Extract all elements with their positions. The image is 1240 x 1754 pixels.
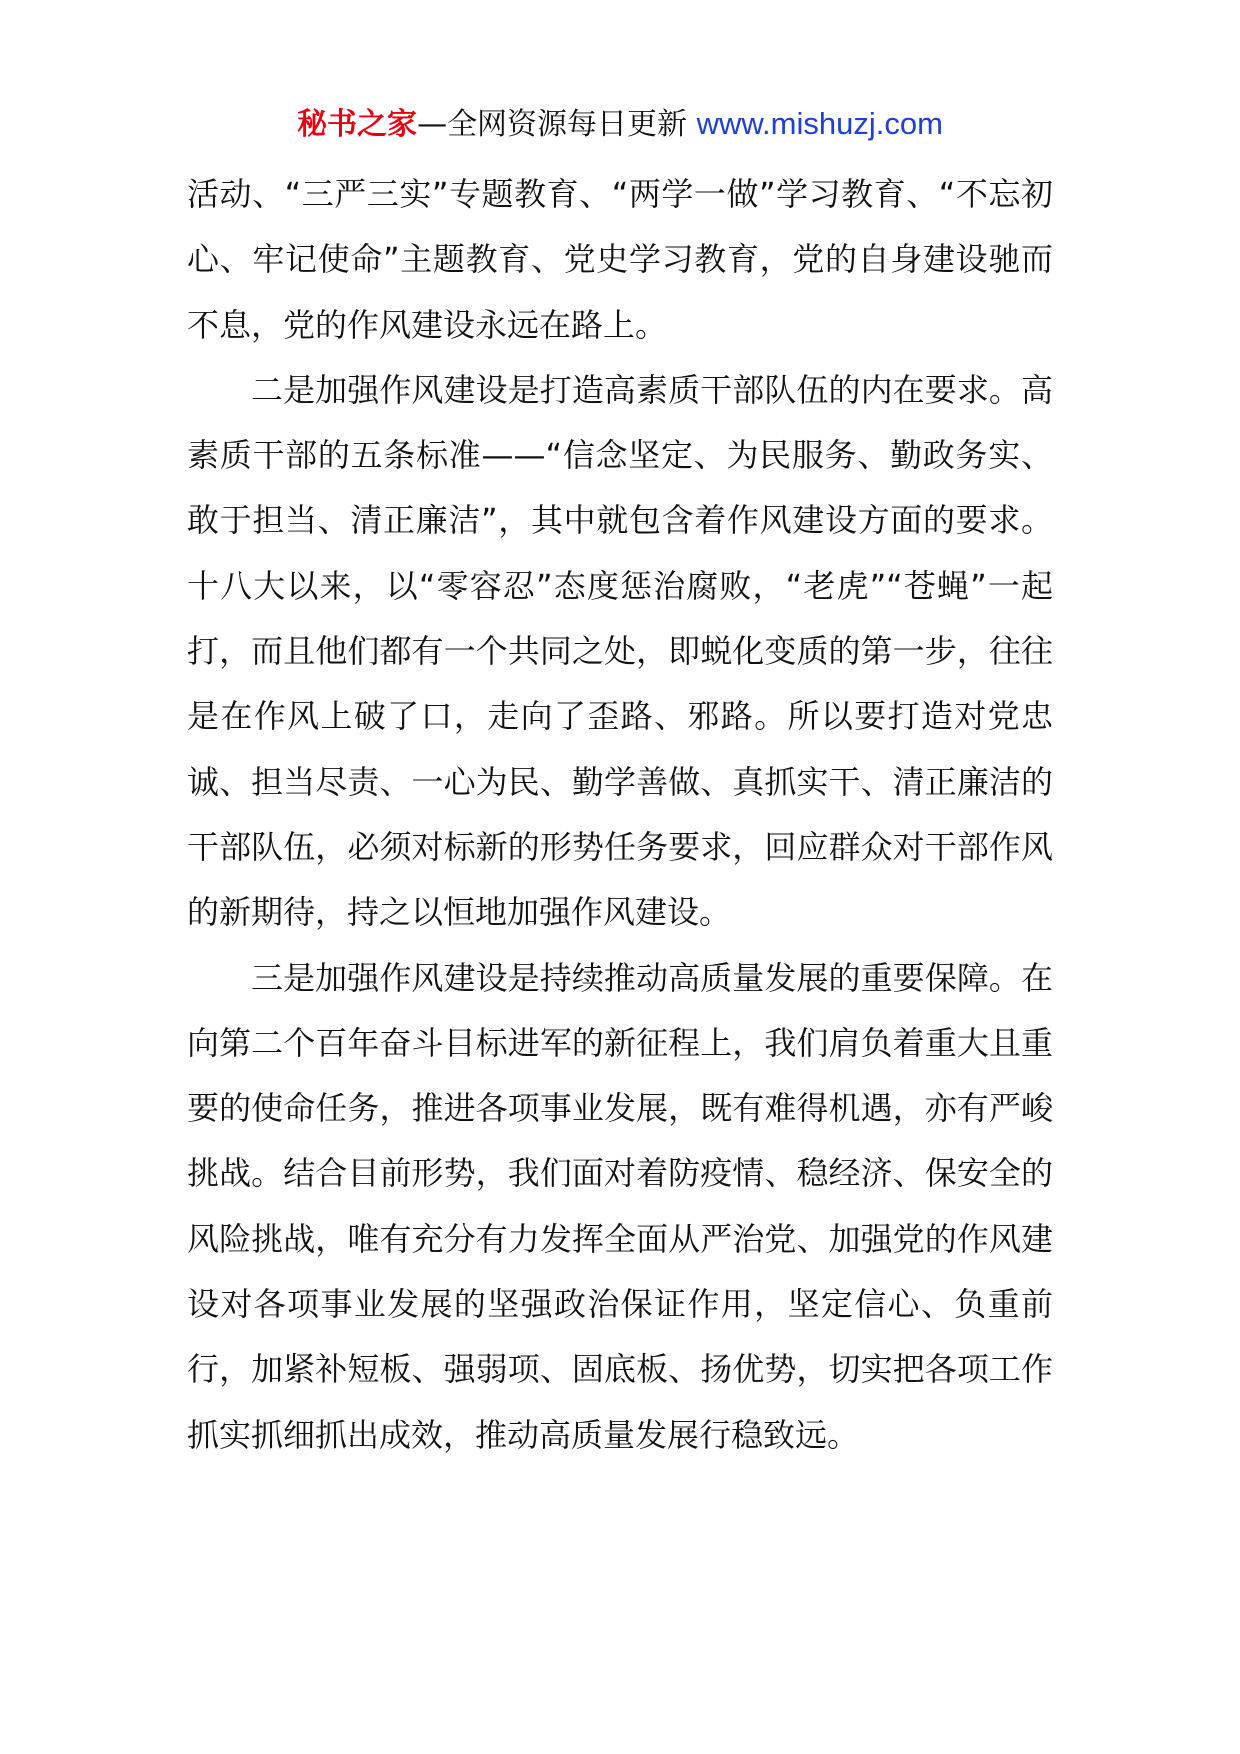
paragraph-continued: 活动、“三严三实”专题教育、“两学一做”学习教育、“不忘初心、牢记使命”主题教育、党史学习教育，党的自身建设驰而不息，党的作风建设永远在路上。 <box>187 175 1053 344</box>
header-brand: 秘书之家 <box>297 107 418 142</box>
paragraph-third-point: 三是加强作风建设是持续推动高质量发展的重要保障。在向第二个百年奋斗目标进军的新征程上，我们肩负着重大且重要的使命任务，推进各项事业发展，既有难得机遇，亦有严峻挑战。结合目前形势，我们面对着防疫情、稳经济、保安全的风险挑战，唯有充分有力发挥全面从严治党、加强党的作风建设对各项事业发展的坚强政治保证作用，坚定信心、负重前行，加紧补短板、强弱项、固底板、扬优势，切实把各项工作抓实抓细抓出成效，推动高质量发展行稳致远。 <box>187 958 1053 1454</box>
page-header <box>0 102 1240 147</box>
paragraph-second-point: 二是加强作风建设是打造高素质干部队伍的内在要求。高素质干部的五条标准——“信念坚定、为民服务、勤政务实、敢于担当、清正廉洁”，其中就包含着作风建设方面的要求。十八大以来，以“零容忍”态度惩治腐败，“老虎”“苍蝇”一起打，而且他们都有一个共同之处，即蜕化变质的第一步，往往是在作风上破了口，走向了歪路、邪路。所以要打造对党忠诚、担当尽责、一心为民、勤学善做、真抓实干、清正廉洁的干部队伍，必须对标新的形势任务要求，回应群众对干部作风的新期待，持之以恒地加强作风建设。 <box>187 370 1053 932</box>
header-url-link[interactable]: www.mishuzj.com <box>696 106 943 141</box>
header-tagline: —全网资源每日更新 <box>417 107 688 142</box>
document-body <box>187 162 1053 1468</box>
